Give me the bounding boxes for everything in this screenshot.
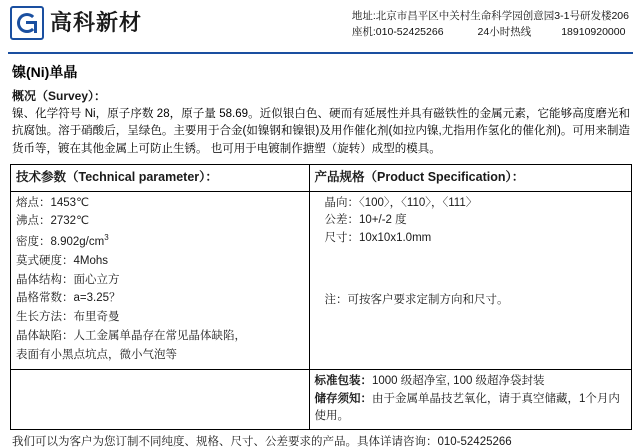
list-item: 密度：$8.902g/cm^3$ — [16, 233, 109, 249]
list-item: 晶体缺陷：人工金属单晶存在常见晶体缺陷， — [16, 330, 246, 343]
address-value: 北京市昌平区中关村生命科学园创意园3-1号研发楼206 — [375, 10, 629, 22]
page-title: 镍(Ni)单晶 — [12, 64, 78, 80]
page-header — [0, 0, 641, 52]
orientation-value: 〈100〉，〈110〉，〈111〉 — [359, 196, 478, 209]
company-logo — [10, 6, 142, 40]
product-spec-title: 产品规格（Product Specification）： — [314, 169, 525, 184]
phone-value: 010-52425266 — [375, 26, 444, 39]
tech-params-list — [16, 195, 304, 365]
tech-params-title: 技术参数（Technical parameter）： — [16, 169, 218, 184]
size-value: 10x10x1.0mm — [359, 232, 432, 245]
orientation-label: 晶向： — [324, 196, 359, 209]
packaging-storage-cell — [309, 369, 632, 429]
table-row-body — [11, 191, 632, 369]
list-item: 熔点：1453℃ — [16, 196, 89, 209]
storage-row — [315, 391, 627, 427]
hotline-value: 18910920000 — [561, 26, 626, 39]
tech-params-header-cell — [11, 164, 310, 191]
density-superscript: 3 — [104, 233, 109, 243]
contact-phone-line — [352, 24, 629, 40]
list-item: 沸点：2732℃ — [16, 215, 89, 228]
product-spec-header-cell — [309, 164, 632, 191]
spec-table — [10, 164, 632, 430]
list-item: 晶格常数：a=3.25？ — [16, 292, 121, 305]
orientation-row — [315, 195, 627, 213]
tolerance-row — [315, 212, 627, 230]
storage-label: 储存须知： — [314, 392, 372, 405]
size-label: 尺寸： — [324, 232, 359, 245]
spec-note: 注：可按客户要求定制方向和尺寸。 — [324, 294, 509, 306]
contact-address-line — [352, 8, 629, 24]
size-row — [315, 230, 627, 248]
packaging-label: 标准包装： — [314, 374, 372, 387]
survey-heading: 概况（Survey）： — [12, 89, 107, 103]
packaging-value: 1000 级超净室, 100 级超净袋封装 — [372, 374, 545, 387]
tolerance-value: 10+/-2 度 — [359, 214, 407, 227]
tolerance-label: 公差： — [324, 214, 359, 227]
hotline-label: 24小时热线 — [477, 26, 532, 39]
table-row-headers — [11, 164, 632, 191]
storage-value: 由于金属单晶技艺氧化，请于真空储藏，1个月内使用。 — [314, 392, 620, 423]
product-spec-cell — [309, 191, 632, 369]
tech-params-cell — [11, 191, 310, 369]
survey-body: 镍、化学符号 Ni，原子序数 28，原子量 58.69。近似银白色、硬而有延展性并具有磁铁性的金属元素，它能够高度磨光和抗腐蚀。溶于硝酸后，呈绿色。主要用于合金(如镍钢和镍银)及用作催化剂(如拉内镍,尤指用作氢化的催化剂)。可用来制造货币等，镀在其他金属上可防止生锈。 也可用于电镀制作搪塑（旋转）成型的模具。 — [12, 108, 630, 155]
contact-info — [352, 6, 633, 41]
tech-params-spacer-cell — [11, 369, 310, 429]
company-name: 高科新材 — [50, 10, 143, 35]
document-content — [0, 54, 641, 447]
packaging-row — [315, 373, 627, 391]
footer-note: 我们可以为客户为您订制不同纯度、规格、尺寸、公差要求的产品。具体详请咨询：010-52425266 — [12, 436, 512, 447]
list-item: 晶体结构：面心立方 — [16, 273, 120, 286]
table-row-packaging — [11, 369, 632, 429]
list-item: 莫式硬度：4Mohs — [16, 254, 109, 267]
company-logo-icon — [10, 6, 44, 40]
list-item: 生长方法：布里奇曼 — [16, 311, 120, 324]
list-item: 表面有小黑点坑点，微小气泡等 — [16, 348, 177, 361]
phone-label: 座机: — [351, 26, 376, 39]
address-label: 地址: — [351, 10, 376, 22]
